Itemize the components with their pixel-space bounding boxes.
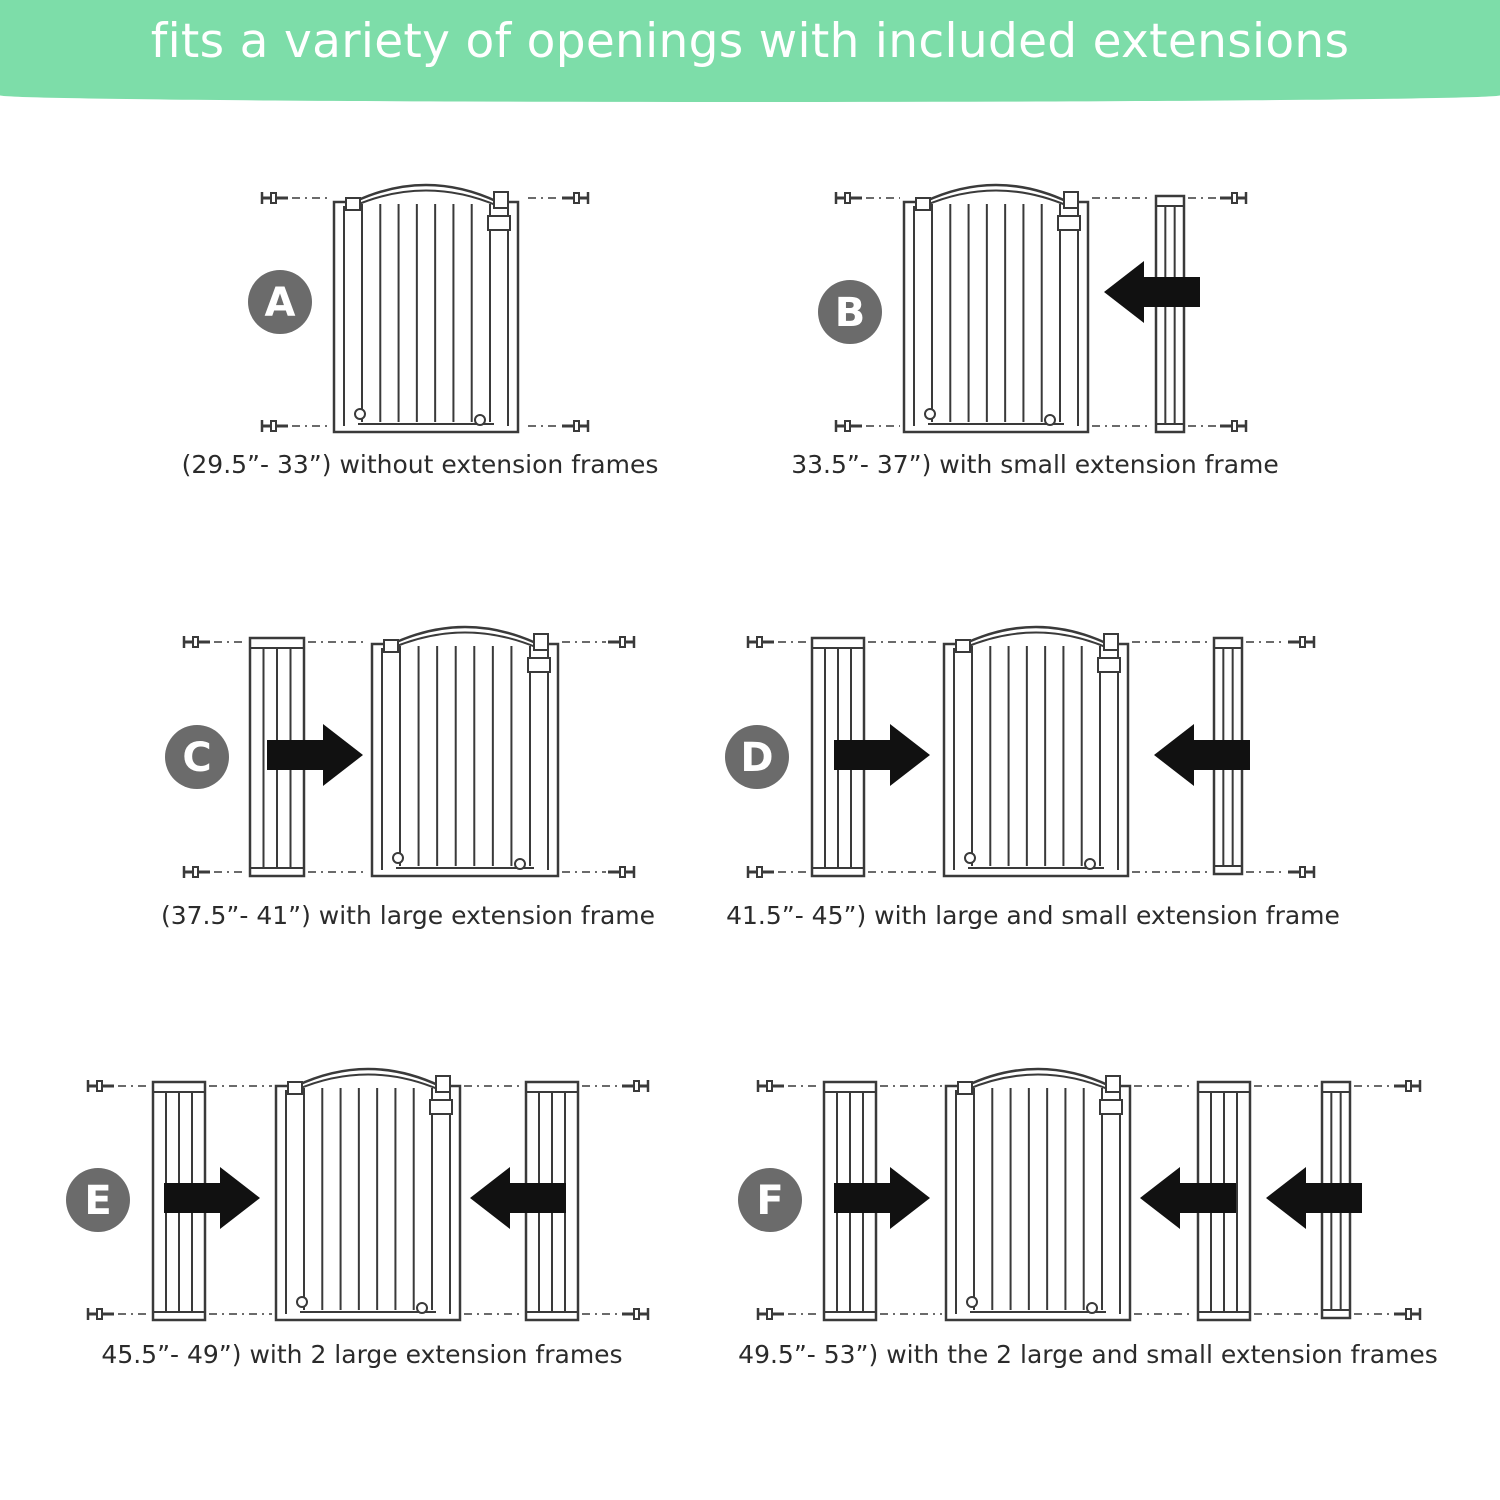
- mounting-bolt-icon: [184, 636, 210, 648]
- badge-letter: F: [756, 1178, 784, 1224]
- hinge: [916, 198, 930, 210]
- bolt-nut: [634, 1081, 639, 1091]
- label-badge: [725, 725, 789, 789]
- bolt-nut: [767, 1081, 772, 1091]
- diagram-config-c: [165, 627, 634, 878]
- badge-letter: B: [834, 290, 866, 336]
- mounting-bolt-icon: [608, 866, 634, 878]
- mounting-bolt-icon: [1288, 636, 1314, 648]
- caption-config-d: 41.5”- 45”) with large and small extension frame: [726, 901, 1340, 930]
- mounting-bolt-icon: [88, 1308, 114, 1320]
- latch: [1104, 634, 1118, 650]
- stopper: [1085, 859, 1095, 869]
- badge-letter: E: [84, 1178, 112, 1224]
- mounting-bolt-icon: [88, 1080, 114, 1092]
- stopper: [475, 415, 485, 425]
- bolt-nut: [1406, 1309, 1411, 1319]
- bolt-nut: [271, 421, 276, 431]
- badge-letter: A: [264, 280, 296, 326]
- caption-config-b: 33.5”- 37”) with small extension frame: [791, 450, 1279, 479]
- bolt-nut: [574, 193, 579, 203]
- stopper: [1087, 1303, 1097, 1313]
- hinge-pin: [967, 1297, 977, 1307]
- bolt-nut: [620, 867, 625, 877]
- bolt-nut: [1232, 193, 1237, 203]
- diagram-config-a: [248, 185, 588, 432]
- hinge-pin: [297, 1297, 307, 1307]
- diagram-config-b: [818, 185, 1246, 432]
- bolt-nut: [97, 1309, 102, 1319]
- bolt-nut: [845, 193, 850, 203]
- mounting-bolt-icon: [1220, 192, 1246, 204]
- hinge-pin: [355, 409, 365, 419]
- bolt-nut: [574, 421, 579, 431]
- mounting-bolt-icon: [1394, 1308, 1420, 1320]
- latch-handle: [1100, 1100, 1122, 1114]
- diagram-config-e: [66, 1069, 648, 1320]
- mounting-bolt-icon: [836, 420, 862, 432]
- hinge: [346, 198, 360, 210]
- label-badge: [165, 725, 229, 789]
- label-badge: [818, 280, 882, 344]
- caption-config-f: 49.5”- 53”) with the 2 large and small extension frames: [738, 1340, 1438, 1369]
- caption-config-a: (29.5”- 33”) without extension frames: [181, 450, 659, 479]
- stopper: [1045, 415, 1055, 425]
- mounting-bolt-icon: [608, 636, 634, 648]
- stopper: [417, 1303, 427, 1313]
- bolt-nut: [1232, 421, 1237, 431]
- gate-panel: [946, 1069, 1130, 1320]
- bolt-nut: [271, 193, 276, 203]
- bolt-nut: [845, 421, 850, 431]
- gate-panel: [904, 185, 1088, 432]
- mounting-bolt-icon: [758, 1080, 784, 1092]
- mounting-bolt-icon: [1220, 420, 1246, 432]
- hinge: [958, 1082, 972, 1094]
- extension-outline: [1156, 196, 1184, 432]
- mounting-bolt-icon: [622, 1080, 648, 1092]
- latch-handle: [1058, 216, 1080, 230]
- gate-panel: [276, 1069, 460, 1320]
- latch-handle: [1098, 658, 1120, 672]
- mounting-bolt-icon: [836, 192, 862, 204]
- gate-panel: [944, 627, 1128, 876]
- label-badge: [738, 1168, 802, 1232]
- mounting-bolt-icon: [748, 866, 774, 878]
- bolt-nut: [1300, 867, 1305, 877]
- badge-letter: C: [182, 735, 212, 781]
- latch: [494, 192, 508, 208]
- bolt-nut: [620, 637, 625, 647]
- arrow-left-icon: [1104, 261, 1200, 323]
- bolt-nut: [1406, 1081, 1411, 1091]
- bolt-nut: [757, 867, 762, 877]
- hinge-pin: [393, 853, 403, 863]
- mounting-bolt-icon: [758, 1308, 784, 1320]
- mounting-bolt-icon: [622, 1308, 648, 1320]
- latch: [436, 1076, 450, 1092]
- mounting-bolt-icon: [262, 420, 288, 432]
- mounting-bolt-icon: [562, 420, 588, 432]
- hinge-pin: [925, 409, 935, 419]
- latch-handle: [430, 1100, 452, 1114]
- label-badge: [248, 270, 312, 334]
- mounting-bolt-icon: [748, 636, 774, 648]
- bolt-nut: [767, 1309, 772, 1319]
- caption-config-c: (37.5”- 41”) with large extension frame: [160, 901, 656, 930]
- mounting-bolt-icon: [184, 866, 210, 878]
- bolt-nut: [757, 637, 762, 647]
- latch: [1064, 192, 1078, 208]
- diagram-config-f: [738, 1069, 1420, 1320]
- gate-panel: [334, 185, 518, 432]
- gate-panel: [372, 627, 558, 876]
- caption-config-e: 45.5”- 49”) with 2 large extension frames: [101, 1340, 623, 1369]
- latch: [534, 634, 548, 650]
- mounting-bolt-icon: [562, 192, 588, 204]
- hinge: [384, 640, 398, 652]
- badge-letter: D: [740, 735, 774, 781]
- hinge: [956, 640, 970, 652]
- bolt-nut: [193, 637, 198, 647]
- bolt-nut: [97, 1081, 102, 1091]
- bolt-nut: [193, 867, 198, 877]
- latch-handle: [528, 658, 550, 672]
- label-badge: [66, 1168, 130, 1232]
- header-title: fits a variety of openings with included extensions: [150, 14, 1350, 69]
- extension-frame: [1156, 196, 1184, 432]
- stopper: [515, 859, 525, 869]
- bolt-nut: [634, 1309, 639, 1319]
- hinge: [288, 1082, 302, 1094]
- latch: [1106, 1076, 1120, 1092]
- mounting-bolt-icon: [1288, 866, 1314, 878]
- mounting-bolt-icon: [1394, 1080, 1420, 1092]
- bolt-nut: [1300, 637, 1305, 647]
- latch-handle: [488, 216, 510, 230]
- diagram-config-d: [725, 627, 1314, 878]
- mounting-bolt-icon: [262, 192, 288, 204]
- hinge-pin: [965, 853, 975, 863]
